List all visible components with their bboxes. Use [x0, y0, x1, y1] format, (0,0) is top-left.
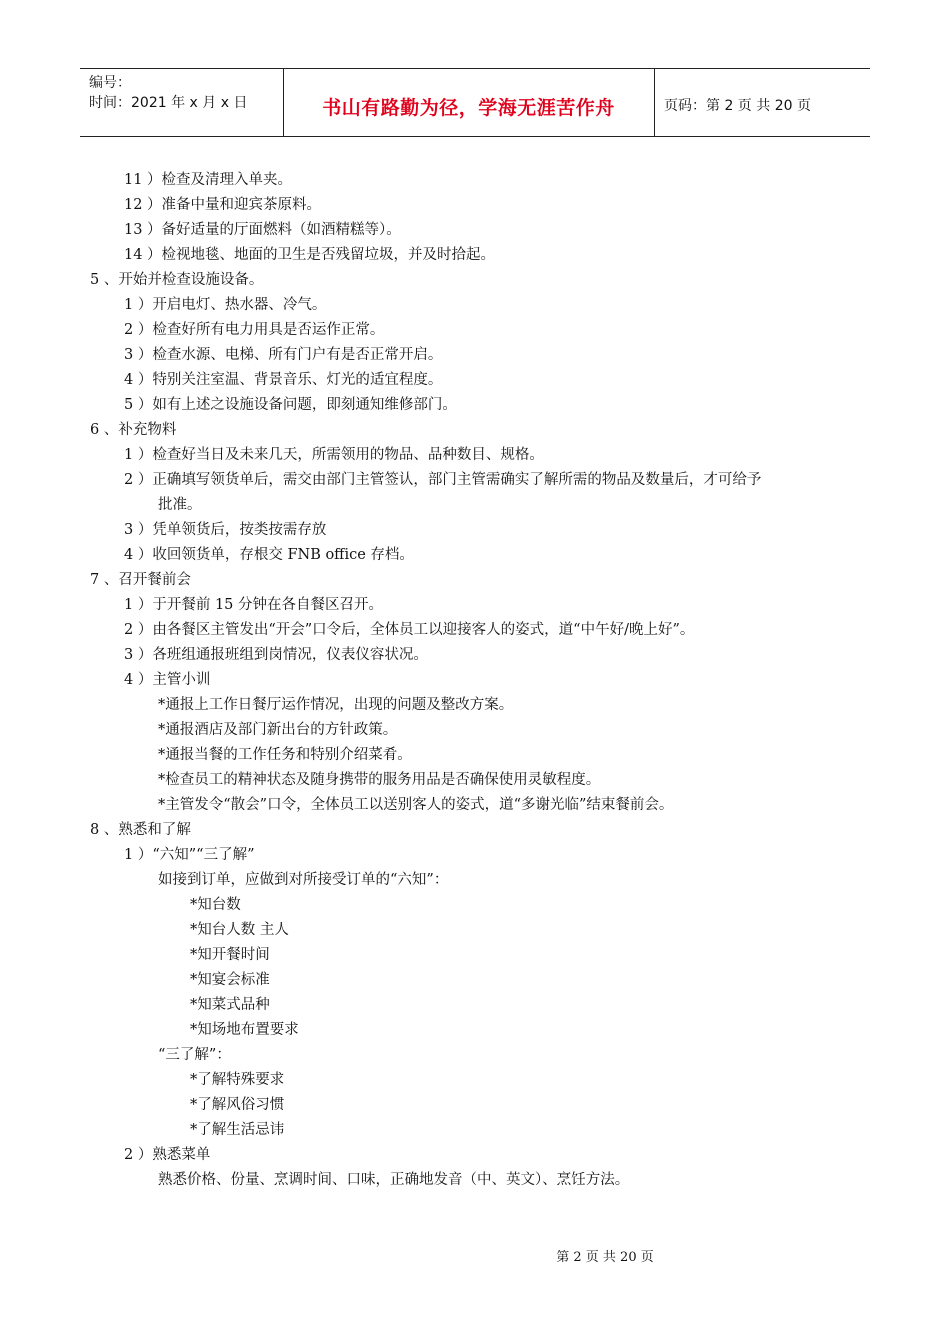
text-line: “三了解”： [158, 1047, 231, 1063]
text-line: 8 、熟悉和了解 [90, 822, 191, 838]
text-line: 2 ）正确填写领货单后，需交由部门主管签认，部门主管需确实了解所需的物品及数量后，才可给予 [124, 472, 762, 488]
text-line: 5 、开始并检查设施设备。 [90, 272, 264, 288]
text-line: 11 ）检查及清理入单夹。 [124, 172, 293, 188]
text-line: 1 ）“六知”“三了解” [124, 847, 255, 863]
document-number-label: 编号： [89, 75, 131, 91]
text-line: 12 ）准备中量和迎宾茶原料。 [124, 197, 322, 213]
text-line: *知开餐时间 [190, 947, 270, 963]
text-line: 3 ）凭单领货后，按类按需存放 [124, 522, 327, 538]
text-line: 2 ）熟悉菜单 [124, 1147, 211, 1163]
text-line: *知场地布置要求 [190, 1022, 299, 1038]
text-line: 14 ）检视地毯、地面的卫生是否残留垃圾，并及时拾起。 [124, 247, 496, 263]
header-meta-cell [80, 69, 284, 136]
text-line: *主管发令“散会”口令，全体员工以送别客人的姿式，道“多谢光临”结束餐前会。 [158, 797, 674, 813]
document-date-label: 时间：2021 年 x 月 x 日 [89, 95, 248, 111]
text-line: 2 ）检查好所有电力用具是否运作正常。 [124, 322, 385, 338]
text-line: 1 ）开启电灯、热水器、冷气。 [124, 297, 327, 313]
text-line: 7 、召开餐前会 [90, 572, 191, 588]
text-line: *知台数 [190, 897, 241, 913]
text-line: 4 ）收回领货单，存根交 FNB office 存档。 [124, 547, 414, 563]
text-line: 熟悉价格、份量、烹调时间、口味，正确地发音（中、英文）、烹饪方法。 [158, 1172, 630, 1188]
text-line: 1 ）于开餐前 15 分钟在各自餐区召开。 [124, 597, 384, 613]
text-line: 如接到订单，应做到对所接受订单的“六知”： [158, 872, 449, 888]
text-line: 6 、补充物料 [90, 422, 177, 438]
text-line: 5 ）如有上述之设施设备问题，即刻通知维修部门。 [124, 397, 457, 413]
text-line: *通报当餐的工作任务和特别介绍菜肴。 [158, 747, 412, 763]
text-line: 4 ）特别关注室温、背景音乐、灯光的适宜程度。 [124, 372, 443, 388]
text-line: *知台人数 主人 [190, 922, 289, 938]
text-line: 4 ）主管小训 [124, 672, 211, 688]
text-line: *了解特殊要求 [190, 1072, 285, 1088]
text-line: 3 ）检查水源、电梯、所有门户有是否正常开启。 [124, 347, 443, 363]
text-line: *通报上工作日餐厅运作情况，出现的问题及整改方案。 [158, 697, 514, 713]
text-line: 13 ）备好适量的厅面燃料（如酒精糕等）。 [124, 222, 401, 238]
text-line: *了解风俗习惯 [190, 1097, 285, 1113]
text-line: 批准。 [158, 497, 202, 513]
page-header [80, 68, 870, 137]
text-line: 3 ）各班组通报班组到岗情况，仪表仪容状况。 [124, 647, 428, 663]
header-motto-cell [283, 69, 655, 136]
header-page-info: 页码：第 2 页 共 20 页 [664, 98, 811, 114]
text-line: *检查员工的精神状态及随身携带的服务用品是否确保使用灵敏程度。 [158, 772, 601, 788]
page-footer: 第 2 页 共 20 页 [556, 1250, 654, 1265]
text-line: *知菜式品种 [190, 997, 270, 1013]
text-line: 2 ）由各餐区主管发出“开会”口令后，全体员工以迎接客人的姿式，道“中午好/晚上好”。 [124, 622, 695, 638]
header-motto: 书山有路勤为径，学海无涯苦作舟 [322, 97, 615, 119]
text-line: 1 ）检查好当日及未来几天，所需领用的物品、品种数目、规格。 [124, 447, 544, 463]
text-line: *了解生活忌讳 [190, 1122, 285, 1138]
text-line: *通报酒店及部门新出台的方针政策。 [158, 722, 398, 738]
text-line: *知宴会标准 [190, 972, 270, 988]
header-page-cell [654, 69, 870, 136]
